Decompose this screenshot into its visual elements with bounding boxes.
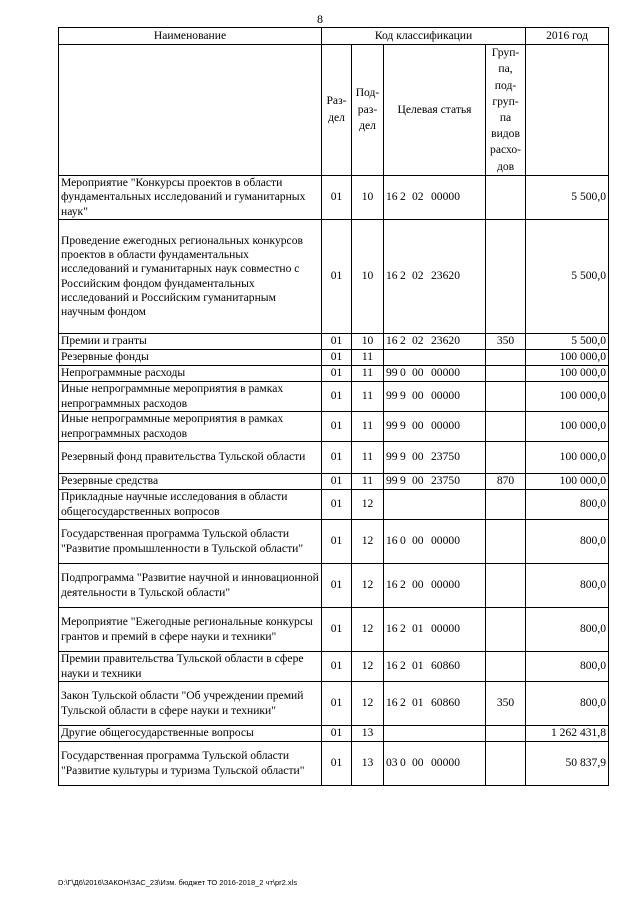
- row-target-code: [384, 176, 486, 220]
- row-amount: 800,0: [526, 564, 609, 608]
- row-target-code: [384, 220, 486, 334]
- target-code-part: 60860: [431, 696, 460, 710]
- row-group: 350: [486, 334, 526, 350]
- target-code-part: 99: [386, 450, 398, 464]
- row-name: Иные непрограммные мероприятия в рамках непрограммных расходов: [59, 382, 322, 412]
- target-code-part: 16: [386, 534, 398, 548]
- row-section: 01: [322, 682, 352, 726]
- row-name: Мероприятие "Конкурсы проектов в области фундаментальных исследований и гуманитарных наук": [59, 176, 322, 220]
- header-target: Целевая статья: [384, 45, 486, 176]
- row-group: [486, 564, 526, 608]
- target-code-part: 16: [386, 622, 398, 636]
- row-group: [486, 176, 526, 220]
- target-code-part: 16: [386, 696, 398, 710]
- row-name: Закон Тульской области "Об учреждении премий Тульской области в сфере науки и техники": [59, 682, 322, 726]
- table-row: [59, 412, 609, 442]
- row-name: Прикладные научные исследования в области общегосударственных вопросов: [59, 490, 322, 520]
- budget-table: [58, 27, 609, 786]
- row-subsection: 10: [352, 334, 384, 350]
- target-code-part: 2: [400, 696, 406, 710]
- table-row: [59, 474, 609, 490]
- table-row: [59, 220, 609, 334]
- row-subsection: 11: [352, 474, 384, 490]
- row-group: [486, 220, 526, 334]
- target-code-part: 2: [400, 269, 406, 283]
- row-amount: 100 000,0: [526, 382, 609, 412]
- row-amount: 100 000,0: [526, 350, 609, 366]
- target-code-part: 00000: [431, 419, 460, 433]
- target-code-part: 16: [386, 659, 398, 673]
- target-code-part: 9: [400, 474, 406, 488]
- row-subsection: 10: [352, 220, 384, 334]
- row-section: 01: [322, 412, 352, 442]
- table-row: [59, 350, 609, 366]
- row-amount: 800,0: [526, 652, 609, 682]
- target-code-part: 99: [386, 389, 398, 403]
- table-row: [59, 652, 609, 682]
- row-group: [486, 490, 526, 520]
- row-subsection: 12: [352, 520, 384, 564]
- target-code-part: 02: [412, 269, 424, 283]
- target-code-part: 60860: [431, 659, 460, 673]
- row-amount: 5 500,0: [526, 220, 609, 334]
- header-group: Груп- па, под- груп- па видов расхо- дов: [486, 45, 526, 176]
- page-number: 8: [317, 12, 323, 26]
- target-code-part: 00: [412, 578, 424, 592]
- footer-path: D:\Г\Д6\2016\ЗАКОН\ЗАС_23\Изм. бюджет ТО 2016-2018_2 чт\pr2.xls: [58, 878, 298, 887]
- target-code-part: 99: [386, 474, 398, 488]
- row-amount: 50 837,9: [526, 742, 609, 786]
- row-section: 01: [322, 726, 352, 742]
- row-group: [486, 652, 526, 682]
- target-code-part: 00: [412, 419, 424, 433]
- table-row: [59, 334, 609, 350]
- row-subsection: 11: [352, 442, 384, 474]
- header-section: Раз- дел: [322, 45, 352, 176]
- target-code-part: 01: [412, 659, 424, 673]
- row-name: Мероприятие "Ежегодные региональные конкурсы грантов и премий в сфере науки и техники": [59, 608, 322, 652]
- row-subsection: 10: [352, 176, 384, 220]
- target-code-part: 99: [386, 366, 398, 380]
- row-group: [486, 520, 526, 564]
- target-code-part: 00: [412, 389, 424, 403]
- row-name: Проведение ежегодных региональных конкурсов проектов в области фундаментальных исследований и гуманитарных наук совместно с Российским фондом фундаментальных исследований и Российским гуманитарным научным фондом: [59, 220, 322, 334]
- row-target-code: [384, 334, 486, 350]
- target-code-part: 00000: [431, 578, 460, 592]
- table-row: [59, 382, 609, 412]
- target-code-part: 0: [400, 534, 406, 548]
- table-row: [59, 726, 609, 742]
- row-name: Резервный фонд правительства Тульской области: [59, 442, 322, 474]
- target-code-part: 00: [412, 366, 424, 380]
- row-section: 01: [322, 490, 352, 520]
- target-code-part: 2: [400, 659, 406, 673]
- target-code-part: 02: [412, 334, 424, 348]
- row-amount: 1 262 431,8: [526, 726, 609, 742]
- header-subsection: Под- раз- дел: [352, 45, 384, 176]
- row-amount: 5 500,0: [526, 176, 609, 220]
- header-blank: [59, 45, 322, 176]
- header-name: Наименование: [59, 28, 322, 45]
- row-target-code: [384, 350, 486, 366]
- row-group: [486, 726, 526, 742]
- row-target-code: [384, 726, 486, 742]
- target-code-part: 00: [412, 534, 424, 548]
- row-section: 01: [322, 366, 352, 382]
- target-code-part: 16: [386, 334, 398, 348]
- row-section: 01: [322, 520, 352, 564]
- target-code-part: 01: [412, 622, 424, 636]
- target-code-part: 23750: [431, 474, 460, 488]
- target-code-part: 00000: [431, 389, 460, 403]
- header-row-sub: [59, 45, 609, 176]
- row-target-code: [384, 742, 486, 786]
- row-subsection: 11: [352, 412, 384, 442]
- target-code-part: 9: [400, 389, 406, 403]
- header-blank-year: [526, 45, 609, 176]
- row-group: 350: [486, 682, 526, 726]
- row-target-code: [384, 366, 486, 382]
- table-row: [59, 682, 609, 726]
- target-code-part: 16: [386, 578, 398, 592]
- table-body: [59, 176, 609, 786]
- row-name: Подпрограмма "Развитие научной и инновационной деятельности в Тульской области": [59, 564, 322, 608]
- row-section: 01: [322, 382, 352, 412]
- row-amount: 5 500,0: [526, 334, 609, 350]
- row-target-code: [384, 608, 486, 652]
- target-code-part: 00: [412, 474, 424, 488]
- row-target-code: [384, 412, 486, 442]
- target-code-part: 9: [400, 450, 406, 464]
- row-name: Непрограммные расходы: [59, 366, 322, 382]
- row-section: 01: [322, 564, 352, 608]
- row-name: Резервные средства: [59, 474, 322, 490]
- row-group: [486, 608, 526, 652]
- row-amount: 800,0: [526, 520, 609, 564]
- row-group: 870: [486, 474, 526, 490]
- target-code-part: 00000: [431, 622, 460, 636]
- table-row: [59, 564, 609, 608]
- row-target-code: [384, 520, 486, 564]
- row-amount: 100 000,0: [526, 412, 609, 442]
- table-row: [59, 176, 609, 220]
- row-name: Премии и гранты: [59, 334, 322, 350]
- row-section: 01: [322, 608, 352, 652]
- target-code-part: 02: [412, 190, 424, 204]
- row-name: Государственная программа Тульской области "Развитие культуры и туризма Тульской области": [59, 742, 322, 786]
- table-row: [59, 520, 609, 564]
- row-subsection: 13: [352, 726, 384, 742]
- row-subsection: 12: [352, 652, 384, 682]
- target-code-part: 2: [400, 190, 406, 204]
- row-section: 01: [322, 176, 352, 220]
- row-subsection: 11: [352, 366, 384, 382]
- row-section: 01: [322, 220, 352, 334]
- row-amount: 100 000,0: [526, 474, 609, 490]
- row-subsection: 11: [352, 350, 384, 366]
- target-code-part: 23750: [431, 450, 460, 464]
- target-code-part: 00000: [431, 756, 460, 770]
- target-code-part: 9: [400, 419, 406, 433]
- row-subsection: 12: [352, 682, 384, 726]
- row-subsection: 12: [352, 608, 384, 652]
- row-subsection: 12: [352, 564, 384, 608]
- row-group: [486, 350, 526, 366]
- row-subsection: 13: [352, 742, 384, 786]
- row-target-code: [384, 382, 486, 412]
- table-row: [59, 742, 609, 786]
- row-target-code: [384, 442, 486, 474]
- row-name: Резервные фонды: [59, 350, 322, 366]
- table-row: [59, 490, 609, 520]
- target-code-part: 23620: [431, 334, 460, 348]
- row-name: Государственная программа Тульской области "Развитие промышленности в Тульской области": [59, 520, 322, 564]
- target-code-part: 99: [386, 419, 398, 433]
- target-code-part: 01: [412, 696, 424, 710]
- row-subsection: 12: [352, 490, 384, 520]
- row-section: 01: [322, 652, 352, 682]
- row-section: 01: [322, 334, 352, 350]
- target-code-part: 0: [400, 756, 406, 770]
- target-code-part: 2: [400, 622, 406, 636]
- row-section: 01: [322, 474, 352, 490]
- header-year: 2016 год: [526, 28, 609, 45]
- row-section: 01: [322, 742, 352, 786]
- target-code-part: 23620: [431, 269, 460, 283]
- target-code-part: 00: [412, 756, 424, 770]
- target-code-part: 00000: [431, 534, 460, 548]
- row-section: 01: [322, 442, 352, 474]
- row-target-code: [384, 490, 486, 520]
- header-code: Код классификации: [322, 28, 526, 45]
- target-code-part: 00000: [431, 366, 460, 380]
- row-target-code: [384, 474, 486, 490]
- row-amount: 100 000,0: [526, 366, 609, 382]
- row-name: Премии правительства Тульской области в сфере науки и техники: [59, 652, 322, 682]
- row-amount: 800,0: [526, 490, 609, 520]
- table-row: [59, 442, 609, 474]
- row-target-code: [384, 652, 486, 682]
- row-target-code: [384, 682, 486, 726]
- row-name: Иные непрограммные мероприятия в рамках непрограммных расходов: [59, 412, 322, 442]
- target-code-part: 00: [412, 450, 424, 464]
- target-code-part: 16: [386, 190, 398, 204]
- row-group: [486, 412, 526, 442]
- target-code-part: 16: [386, 269, 398, 283]
- row-amount: 800,0: [526, 682, 609, 726]
- row-amount: 800,0: [526, 608, 609, 652]
- row-amount: 100 000,0: [526, 442, 609, 474]
- row-group: [486, 366, 526, 382]
- target-code-part: 00000: [431, 190, 460, 204]
- row-target-code: [384, 564, 486, 608]
- row-group: [486, 742, 526, 786]
- table-row: [59, 608, 609, 652]
- row-group: [486, 442, 526, 474]
- row-group: [486, 382, 526, 412]
- target-code-part: 0: [400, 366, 406, 380]
- row-name: Другие общегосударственные вопросы: [59, 726, 322, 742]
- target-code-part: 2: [400, 578, 406, 592]
- row-subsection: 11: [352, 382, 384, 412]
- target-code-part: 03: [386, 756, 398, 770]
- row-section: 01: [322, 350, 352, 366]
- target-code-part: 2: [400, 334, 406, 348]
- header-row-top: [59, 28, 609, 45]
- table-row: [59, 366, 609, 382]
